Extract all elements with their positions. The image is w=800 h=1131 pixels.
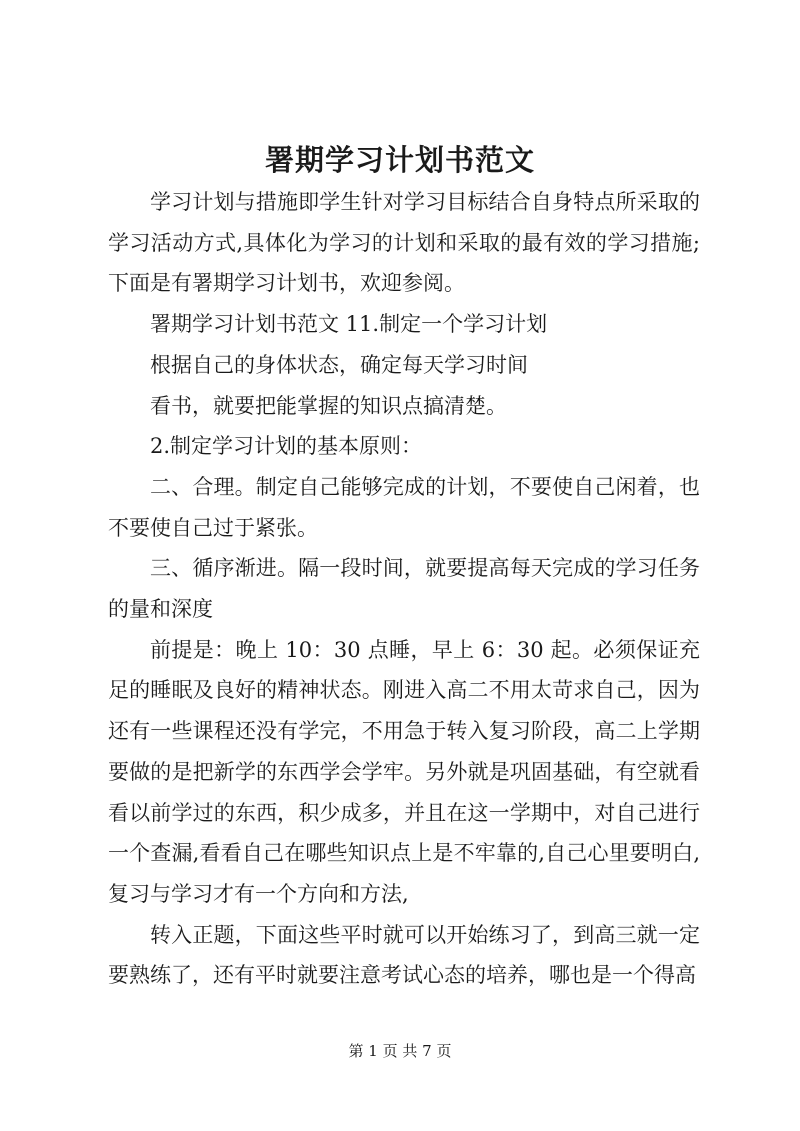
paragraph: 署期学习计划书范文 11.制定一个学习计划 (150, 312, 548, 337)
document-title: 署期学习计划书范文 (264, 143, 535, 177)
document-body (108, 182, 700, 996)
paragraph: 2.制定学习计划的基本原则： (150, 434, 423, 459)
paragraph: 前提是：晚上 10：30 点睡，早上 6：30 起。必须保证充足的睡眠及良好的精神状态。刚进入高二不用太苛求自己，因为还有一些课程还没有学完，不用急于转入复习阶段，高二上学期要做的是把新学的东西学会学牢。另外就是巩固基础，有空就看看以前学过的东西，积少成多，并且在这一学期中，对自己进行一个查漏,看看自己在哪些知识点上是不牢靠的,自己心里要明白,复习与学习才有一个方向和方法, (108, 637, 700, 906)
paragraph: 学习计划与措施即学生针对学习目标结合自身特点所采取的学习活动方式,具体化为学习的计划和采取的最有效的学习措施;下面是有署期学习计划书，欢迎参阅。 (108, 190, 700, 296)
paragraph: 看书，就要把能掌握的知识点搞清楚。 (150, 393, 507, 418)
page-number-footer: 第 1 页 共 7 页 (348, 1042, 452, 1060)
paragraph: 三、循序渐进。隔一段时间，就要提高每天完成的学习任务的量和深度 (108, 556, 700, 622)
paragraph: 转入正题，下面这些平时就可以开始练习了，到高三就一定要熟练了，还有平时就要注意考试心态的培养，哪也是一个得高 (108, 922, 700, 988)
paragraph: 二、合理。制定自己能够完成的计划，不要使自己闲着，也不要使自己过于紧张。 (108, 474, 700, 540)
paragraph: 根据自己的身体状态，确定每天学习时间 (150, 352, 528, 377)
